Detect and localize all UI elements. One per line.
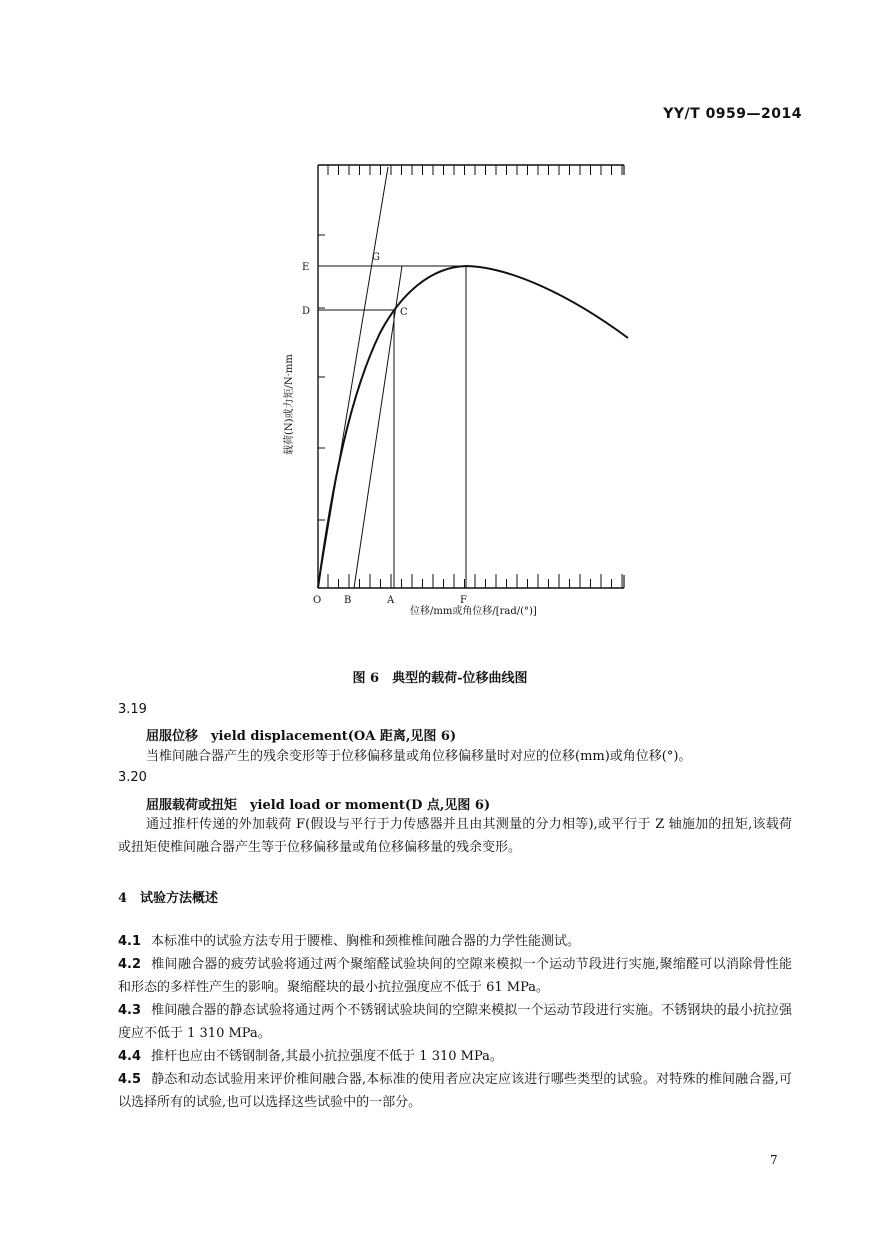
item-number: 4.3 <box>118 1003 142 1018</box>
bottom-axis-ticks <box>328 574 622 588</box>
section-4-title: 4 试验方法概述 <box>118 891 219 906</box>
standard-code: YY/T 0959—2014 <box>663 106 802 122</box>
item-number: 4.2 <box>118 957 142 972</box>
item-text: 静态和动态试验用来评价椎间融合器,本标准的使用者应决定应该进行哪些类型的试验。对特殊的椎间融合器,可以选择所有的试验,也可以选择这些试验中的一部分。 <box>118 1072 792 1110</box>
label-b: B <box>344 595 352 606</box>
left-axis-ticks <box>318 235 325 520</box>
item-number: 4.1 <box>118 934 142 949</box>
clause-3-20-term: 屈服载荷或扭矩 yield load or moment(D 点,见图 6) <box>146 798 491 813</box>
label-g: G <box>372 252 380 263</box>
figure-caption: 图 6 典型的载荷-位移曲线图 <box>352 671 528 686</box>
y-axis-label: 载荷(N)或力矩/N·mm <box>284 354 295 455</box>
top-axis-ticks <box>328 165 622 175</box>
item-text: 推杆也应由不锈钢制备,其最小抗拉强度不低于 1 310 MPa。 <box>151 1049 503 1064</box>
item-4-3 <box>118 999 792 1045</box>
clause-3-20-definition: 通过推杆传递的外加载荷 F(假设与平行于力传感器并且由其测量的分力相等),或平行于 Z 轴施加的扭矩,该载荷或扭矩使椎间融合器产生等于位移偏移量或角位移偏移量的残余变形。 <box>118 817 792 855</box>
page-number: 7 <box>770 1153 778 1167</box>
label-d: D <box>302 306 311 317</box>
clause-3-19-term: 屈服位移 yield displacement(OA 距离,见图 6) <box>146 729 457 744</box>
item-number: 4.4 <box>118 1049 142 1064</box>
label-a: A <box>387 595 395 606</box>
clause-3-20-number: 3.20 <box>118 770 147 785</box>
label-f: F <box>460 595 467 606</box>
label-o: O <box>313 595 322 606</box>
item-text: 椎间融合器的疲劳试验将通过两个聚缩醛试验块间的空隙来模拟一个运动节段进行实施,聚缩醛可以消除骨性能和形态的多样性产生的影响。聚缩醛块的最小抗拉强度应不低于 61 MPa。 <box>118 957 792 995</box>
item-4-4 <box>118 1045 792 1068</box>
load-displacement-curve <box>318 266 628 588</box>
item-number: 4.5 <box>118 1072 142 1087</box>
x-axis-label: 位移/mm或角位移/[rad/(°)] <box>410 606 537 617</box>
offset-line <box>354 266 402 588</box>
item-text: 椎间融合器的静态试验将通过两个不锈钢试验块间的空隙来模拟一个运动节段进行实施。不锈钢块的最小抗拉强度应不低于 1 310 MPa。 <box>118 1003 792 1041</box>
clause-3-19-number: 3.19 <box>118 702 147 717</box>
item-4-1 <box>118 930 792 953</box>
elastic-slope-line <box>318 167 388 588</box>
item-4-5 <box>118 1068 792 1114</box>
label-e: E <box>302 262 310 273</box>
item-4-2 <box>118 953 792 999</box>
label-c: C <box>400 307 408 318</box>
clause-3-19-definition: 当椎间融合器产生的残余变形等于位移偏移量或角位移偏移量时对应的位移(mm)或角位移(°)。 <box>146 749 692 764</box>
item-text: 本标准中的试验方法专用于腰椎、胸椎和颈椎椎间融合器的力学性能测试。 <box>151 934 581 949</box>
load-displacement-figure <box>270 155 640 625</box>
